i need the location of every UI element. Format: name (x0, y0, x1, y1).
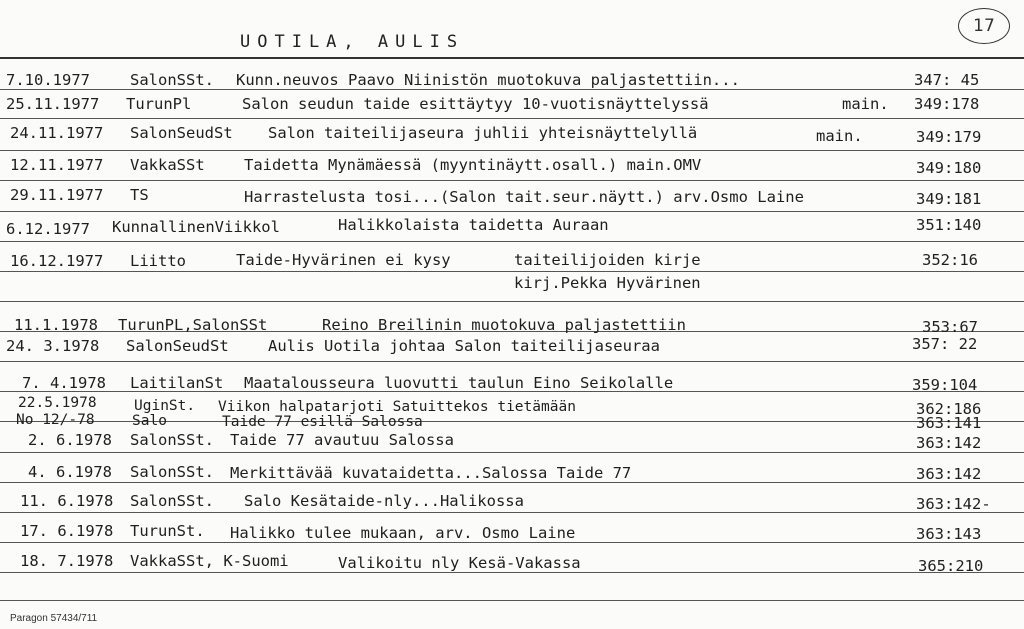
ruled-line (0, 180, 1024, 181)
entry-ref: 353:67 (922, 318, 978, 336)
card-number: 17 (973, 16, 995, 36)
ruled-line (0, 301, 1024, 302)
entry-note: main. (842, 95, 889, 113)
entry-date: 2. 6.1978 (28, 431, 112, 449)
entry-date: 18. 7.1978 (20, 552, 114, 570)
ruled-line (0, 452, 1024, 453)
ruled-line (0, 118, 1024, 119)
card-title: UOTILA, AULIS (240, 32, 465, 52)
ruled-line (0, 361, 1024, 362)
entry-text: Reino Breilinin muotokuva paljastettiin (322, 316, 686, 334)
entry-ref: 347: 45 (914, 71, 980, 89)
ruled-line (0, 600, 1024, 601)
entry-ref: 363:141 (916, 414, 982, 432)
entry-text: Taide 77 avautuu Salossa (230, 431, 454, 449)
entry-source: KunnallinenViikkol (112, 218, 280, 236)
entry-ref: 363:142 (916, 465, 982, 483)
entry-date: 12.11.1977 (10, 156, 104, 174)
entry-ref: 352:16 (922, 251, 978, 269)
entry-text: Viikon halpatarjoti Satuittekos tietämään (218, 399, 576, 415)
entry-source: TurunSt. (130, 522, 205, 540)
entry-ref: 357: 22 (912, 335, 978, 353)
entry-source: UginSt. (134, 398, 196, 414)
header-rule (0, 57, 1024, 59)
entry-ref: 351:140 (916, 216, 982, 234)
entry-text: Taide 77 esillä Salossa (222, 414, 423, 430)
entry-source: SalonSeudSt (126, 337, 229, 355)
ruled-line (0, 512, 1024, 513)
print-mark: Paragon 57434/711 (10, 613, 98, 624)
entry-ref: 349:180 (916, 159, 982, 177)
entry-text: Harrastelusta tosi...(Salon tait.seur.näytt.) arv.Osmo Laine (244, 188, 804, 206)
entry-text-extra: taiteilijoiden kirje (514, 251, 701, 269)
entry-text: Valikoitu nly Kesä-Vakassa (338, 554, 581, 572)
entry-ref: 359:104 (912, 376, 978, 394)
entry-source: LaitilanSt (130, 374, 224, 392)
entry-source: TurunPL,SalonSSt (118, 316, 268, 334)
ruled-line (0, 482, 1024, 483)
entry-date: 25.11.1977 (6, 95, 100, 113)
entry-date: 17. 6.1978 (20, 522, 114, 540)
entry-ref: 349:181 (916, 190, 982, 208)
entry-source: TurunPl (126, 95, 192, 113)
entry-text: Salo Kesätaide-nly...Halikossa (244, 492, 524, 510)
entry-source: SalonSSt. (130, 463, 214, 481)
entry-date: 29.11.1977 (10, 186, 104, 204)
entry-ref: 349:179 (916, 128, 982, 146)
entry-date: 11.1.1978 (14, 316, 98, 334)
entry-text: Taide-Hyvärinen ei kysy (236, 251, 451, 269)
entry-date: 7.10.1977 (6, 71, 90, 89)
entry-source: SalonSSt. (130, 71, 214, 89)
entry-ref: 365:210 (918, 557, 984, 575)
entry-ref: 363:142- (916, 495, 991, 513)
entry-date: 7. 4.1978 (22, 374, 106, 392)
entry-text: Halikko tulee mukaan, arv. Osmo Laine (230, 524, 576, 542)
entry-ref: 362:186 (916, 400, 982, 418)
entry-date: 24.11.1977 (10, 124, 104, 142)
entry-text: Kunn.neuvos Paavo Niinistön muotokuva paljastettiin... (236, 71, 740, 89)
entry-date: 24. 3.1978 (6, 337, 100, 355)
entry-text: Salon seudun taide esittäytyy 10-vuotisnäyttelyssä (242, 95, 709, 113)
entry-date: 22.5.1978 (18, 395, 97, 411)
entry-text: Maatalousseura luovutti taulun Eino Seikolalle (244, 374, 674, 392)
card-number-circle (958, 8, 1010, 44)
entry-source: Liitto (130, 252, 186, 270)
entry-date: 4. 6.1978 (28, 463, 112, 481)
entry-text: Halikkolaista taidetta Auraan (338, 216, 609, 234)
entry-date: No 12/-78 (16, 412, 95, 428)
entry-text: Merkittävää kuvataidetta...Salossa Taide 77 (230, 464, 632, 482)
entry-date: 16.12.1977 (10, 252, 104, 270)
entry-source: SalonSSt. (130, 431, 214, 449)
ruled-line (0, 150, 1024, 151)
ruled-line (0, 241, 1024, 242)
entry-source: VakkaSSt, K-Suomi (130, 552, 289, 570)
ruled-line (0, 89, 1024, 90)
entry-note: main. (816, 127, 863, 145)
entry-text: Taidetta Mynämäessä (myyntinäytt.osall.) main.OMV (244, 156, 702, 174)
entry-ref: 349:178 (914, 95, 980, 113)
ruled-line (0, 542, 1024, 543)
entry-source: Salo (132, 413, 167, 429)
entry-source: SalonSeudSt (130, 124, 233, 142)
ruled-line (0, 572, 1024, 573)
entry-text: Aulis Uotila johtaa Salon taiteilijaseuraa (268, 337, 660, 355)
entry-ref: 363:143 (916, 525, 982, 543)
ruled-line (0, 271, 1024, 272)
entry-date: 11. 6.1978 (20, 492, 114, 510)
entry-date: 6.12.1977 (6, 220, 90, 238)
entry-text: Salon taiteilijaseura juhlii yhteisnäyttelyllä (268, 124, 698, 142)
entry-author: kirj.Pekka Hyvärinen (514, 274, 701, 292)
entry-ref: 363:142 (916, 434, 982, 452)
entry-source: TS (130, 186, 149, 204)
ruled-line (0, 211, 1024, 212)
entry-source: VakkaSSt (130, 156, 205, 174)
entry-source: SalonSSt. (130, 492, 214, 510)
